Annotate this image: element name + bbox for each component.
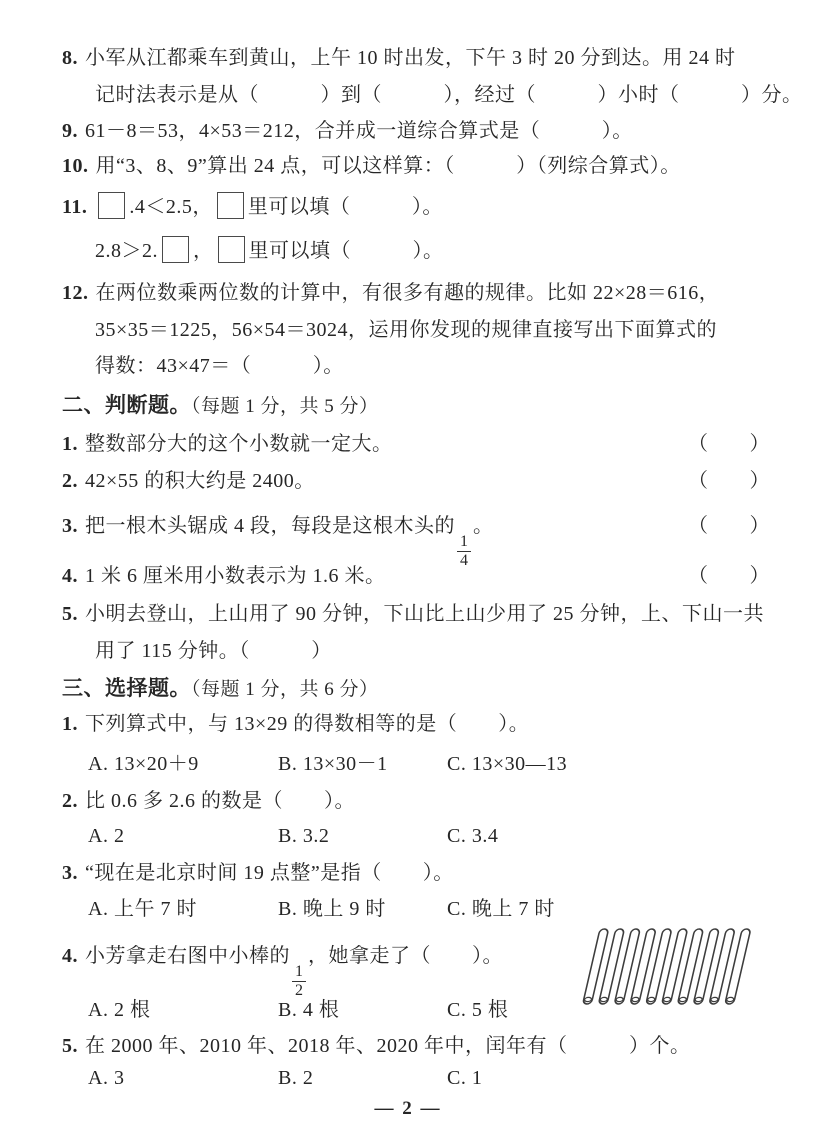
- choice-q3-options: [0, 895, 816, 923]
- fill-q11-line2: [95, 236, 444, 265]
- question-text: 小明去登山，上山用了 90 分钟，下山比上山少用了 25 分钟，上、下山一共: [85, 603, 764, 625]
- fraction-denominator: 2: [295, 981, 303, 999]
- option-b: B. 2: [278, 1067, 314, 1089]
- question-text: 61－8＝53，4×53＝212，合并成一道综合算式是（ ）。: [85, 120, 633, 142]
- question-number: 8.: [62, 47, 78, 69]
- fraction: [457, 533, 471, 569]
- question-text: .4＜2.5，: [129, 196, 213, 218]
- answer-paren: （ ）: [688, 565, 770, 587]
- question-number: 3.: [62, 515, 78, 537]
- question-number: 2.: [62, 470, 78, 492]
- question-text: 记时法表示是从（ ）到（ ），经过（ ）小时（ ）分。: [95, 84, 803, 106]
- question-number: 9.: [62, 120, 78, 142]
- fill-q12-line3: [95, 352, 344, 380]
- question-text: 用“3、8、9”算出 24 点，可以这样算：（ ）（列综合算式）。: [95, 155, 681, 177]
- blank-box: [162, 236, 189, 263]
- choice-q5: [62, 1032, 691, 1060]
- fill-q9: [62, 117, 633, 145]
- choice-q1-options: [0, 750, 816, 778]
- question-text: 里可以填（ ）。: [247, 196, 443, 218]
- fill-q10: [62, 152, 681, 180]
- section-title: 二、判断题。: [62, 393, 191, 417]
- question-text: 小芳拿走右图中小棒的: [85, 945, 290, 967]
- question-text: “现在是北京时间 19 点整”是指（ ）。: [85, 862, 454, 884]
- fraction: [292, 963, 306, 999]
- judge-q4: [62, 562, 770, 590]
- option-b: B. 晚上 9 时: [278, 898, 386, 920]
- question-number: 11.: [62, 196, 88, 218]
- section-score-note: （每题 1 分，共 6 分）: [191, 679, 379, 700]
- question-number: 4.: [62, 945, 78, 967]
- sticks-figure: [576, 924, 768, 1014]
- question-number: 12.: [62, 282, 89, 304]
- answer-paren: （ ）: [688, 515, 770, 537]
- option-c: C. 13×30—13: [447, 753, 568, 775]
- fill-q8-line2: [95, 81, 803, 109]
- question-number: 2.: [62, 790, 78, 812]
- question-text: 1 米 6 厘米用小数表示为 1.6 米。: [85, 565, 386, 587]
- question-text: 2.8＞2.: [95, 240, 158, 262]
- question-number: 5.: [62, 1035, 78, 1057]
- option-a: A. 2 根: [88, 999, 151, 1021]
- question-number: 1.: [62, 713, 78, 735]
- question-text: 比 0.6 多 2.6 的数是（ ）。: [85, 790, 355, 812]
- question-number: 1.: [62, 433, 78, 455]
- fill-q12-line1: [62, 279, 719, 307]
- section-judge-header: [62, 391, 379, 421]
- fraction-denominator: 4: [460, 551, 468, 569]
- answer-paren: （ ）: [688, 470, 770, 492]
- option-c: C. 晚上 7 时: [447, 898, 555, 920]
- question-text: 把一根木头锯成 4 段，每段是这根木头的: [85, 515, 455, 537]
- blank-box: [217, 192, 244, 219]
- section-title: 三、选择题。: [62, 676, 191, 700]
- choice-q4: [62, 942, 503, 999]
- question-text: ，她拿走了（ ）。: [308, 945, 503, 967]
- fraction-numerator: 1: [292, 963, 306, 982]
- section-score-note: （每题 1 分，共 5 分）: [191, 396, 379, 417]
- question-text: 在 2000 年、2010 年、2018 年、2020 年中，闰年有（ ）个。: [85, 1035, 691, 1057]
- fill-q8-line1: [62, 44, 736, 72]
- choice-q1: [62, 710, 529, 738]
- option-b: B. 3.2: [278, 825, 330, 847]
- fill-q12-line2: [95, 316, 717, 344]
- option-b: B. 13×30－1: [278, 753, 388, 775]
- option-c: C. 1: [447, 1067, 483, 1089]
- option-a: A. 上午 7 时: [88, 898, 197, 920]
- option-a: A. 13×20＋9: [88, 753, 199, 775]
- judge-q2: [62, 467, 770, 495]
- question-text: ，: [193, 240, 214, 262]
- option-c: C. 5 根: [447, 999, 509, 1021]
- fill-q11-line1: [62, 192, 443, 221]
- question-text: 里可以填（ ）。: [248, 240, 444, 262]
- judge-q3: [62, 512, 770, 569]
- question-text: 下列算式中，与 13×29 的得数相等的是（ ）。: [85, 713, 530, 735]
- question-number: 3.: [62, 862, 78, 884]
- option-a: A. 2: [88, 825, 125, 847]
- choice-q3: [62, 859, 454, 887]
- choice-q5-options: [0, 1064, 816, 1092]
- fraction-numerator: 1: [457, 533, 471, 552]
- section-choice-header: [62, 674, 379, 704]
- judge-q5-line2: [95, 637, 332, 665]
- judge-q1: [62, 430, 770, 458]
- blank-box: [218, 236, 245, 263]
- question-text: 用了 115 分钟。（ ）: [95, 640, 332, 662]
- question-number: 4.: [62, 565, 78, 587]
- option-a: A. 3: [88, 1067, 125, 1089]
- question-number: 10.: [62, 155, 89, 177]
- question-number: 5.: [62, 603, 78, 625]
- page-number: — 2 —: [374, 1098, 442, 1119]
- choice-q2: [62, 787, 355, 815]
- question-text: 小军从江都乘车到黄山，上午 10 时出发，下午 3 时 20 分到达。用 24 时: [85, 47, 736, 69]
- judge-q5-line1: [62, 600, 764, 628]
- question-text: 在两位数乘两位数的计算中，有很多有趣的规律。比如 22×28＝616，: [95, 282, 720, 304]
- choice-q2-options: [0, 822, 816, 850]
- question-text: 42×55 的积大约是 2400。: [85, 470, 315, 492]
- question-text: 35×35＝1225，56×54＝3024，运用你发现的规律直接写出下面算式的: [95, 319, 718, 341]
- question-text: 得数：43×47＝（ ）。: [95, 355, 344, 377]
- question-text: 整数部分大的这个小数就一定大。: [85, 433, 393, 455]
- option-b: B. 4 根: [278, 999, 340, 1021]
- answer-paren: （ ）: [688, 433, 770, 455]
- question-text: 。: [473, 515, 494, 537]
- option-c: C. 3.4: [447, 825, 499, 847]
- blank-box: [98, 192, 125, 219]
